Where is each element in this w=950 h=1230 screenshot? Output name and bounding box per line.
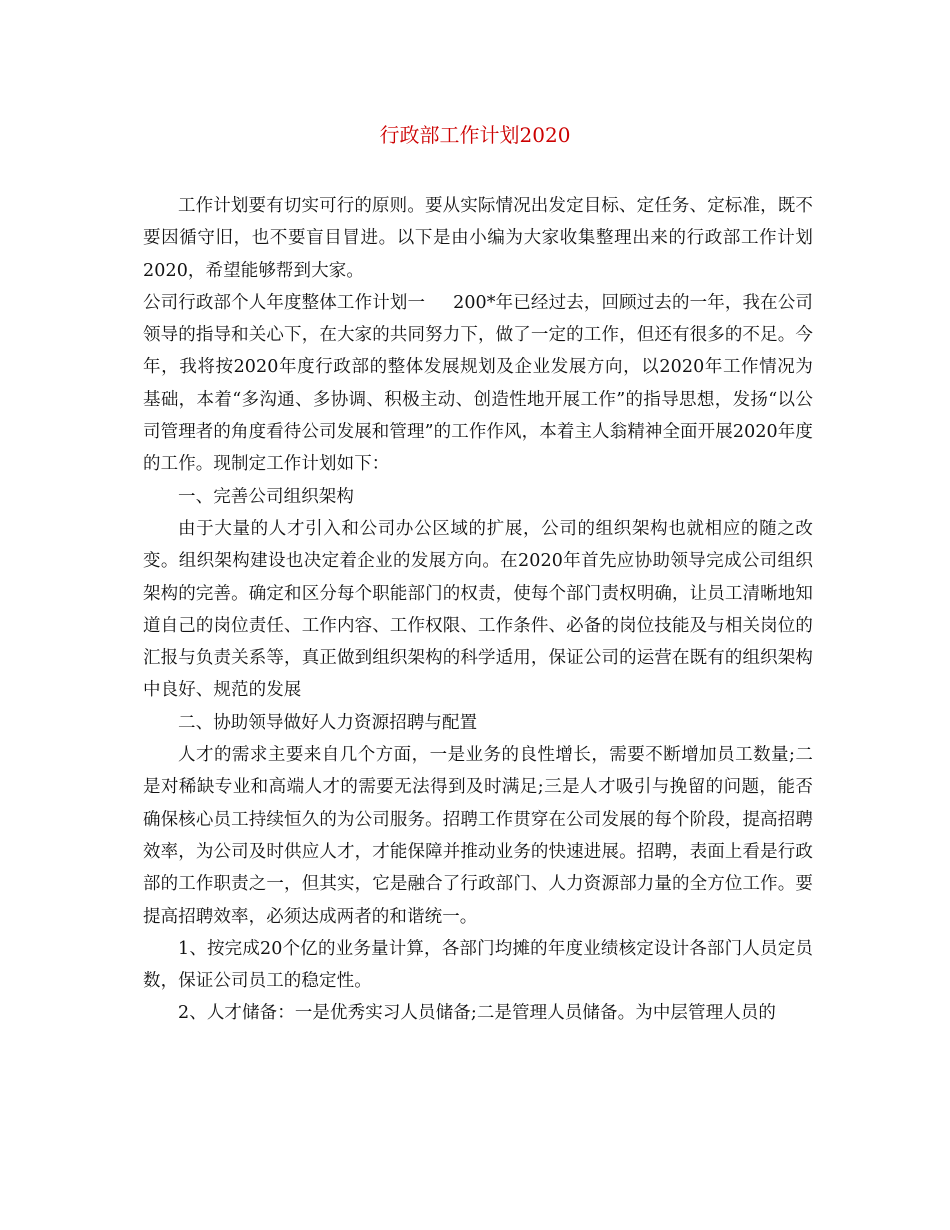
- plan-label: 公司行政部个人年度整体工作计划一: [143, 292, 426, 313]
- intro-paragraph: 工作计划要有切实可行的原则。要从实际情况出发定目标、定任务、定标准，既不要因循守旧，也不要盲目冒进。以下是由小编为大家收集整理出来的行政部工作计划2020，希望能够帮到大家。: [143, 196, 813, 281]
- section2-heading: 二、协助领导做好人力资源招聘与配置: [178, 712, 478, 733]
- document-body: [143, 190, 813, 1030]
- section1-heading: 一、完善公司组织架构: [178, 486, 354, 507]
- list-item-1: 1、按完成20个亿的业务量计算，各部门均摊的年度业绩核定设计各部门人员定员数，保证公司员工的稳定性。: [143, 938, 813, 992]
- list-item-2: 2、人才储备：一是优秀实习人员储备;二是管理人员储备。为中层管理人员的: [178, 1003, 777, 1024]
- section1-body: 由于大量的人才引入和公司办公区域的扩展，公司的组织架构也就相应的随之改变。组织架构建设也决定着企业的发展方向。在2020年首先应协助领导完成公司组织架构的完善。确定和区分每个职能部门的权责，使每个部门责权明确，让员工清晰地知道自己的岗位责任、工作内容、工作权限、工作条件、必备的岗位技能及与相关岗位的汇报与负责关系等，真正做到组织架构的科学适用，保证公司的运营在既有的组织架构中良好、规范的发展: [143, 518, 813, 701]
- document-title: 行政部工作计划2020: [379, 123, 571, 147]
- section2-body: 人才的需求主要来自几个方面，一是业务的良性增长，需要不断增加员工数量;二是对稀缺专业和高端人才的需要无法得到及时满足;三是人才吸引与挽留的问题，能否确保核心员工持续恒久的为公司服务。招聘工作贯穿在公司发展的每个阶段，提高招聘效率，为公司及时供应人才，才能保障并推动业务的快速进展。招聘，表面上看是行政部的工作职责之一，但其实，它是融合了行政部门、人力资源部力量的全方位工作。要提高招聘效率，必须达成两者的和谐统一。: [143, 745, 813, 927]
- plan-intro-paragraph: [143, 287, 813, 481]
- plan-intro-text: 200*年已经过去，回顾过去的一年，我在公司领导的指导和关心下，在大家的共同努力下，做了一定的工作，但还有很多的不足。今年，我将按2020年度行政部的整体发展规划及企业发展方向，以2020年工作情况为基础，本着“多沟通、多协调、积极主动、创造性地开展工作”的指导思想，发扬“以公司管理者的角度看待公司发展和管理”的工作作风，本着主人翁精神全面开展2020年度的工作。现制定工作计划如下：: [143, 292, 813, 475]
